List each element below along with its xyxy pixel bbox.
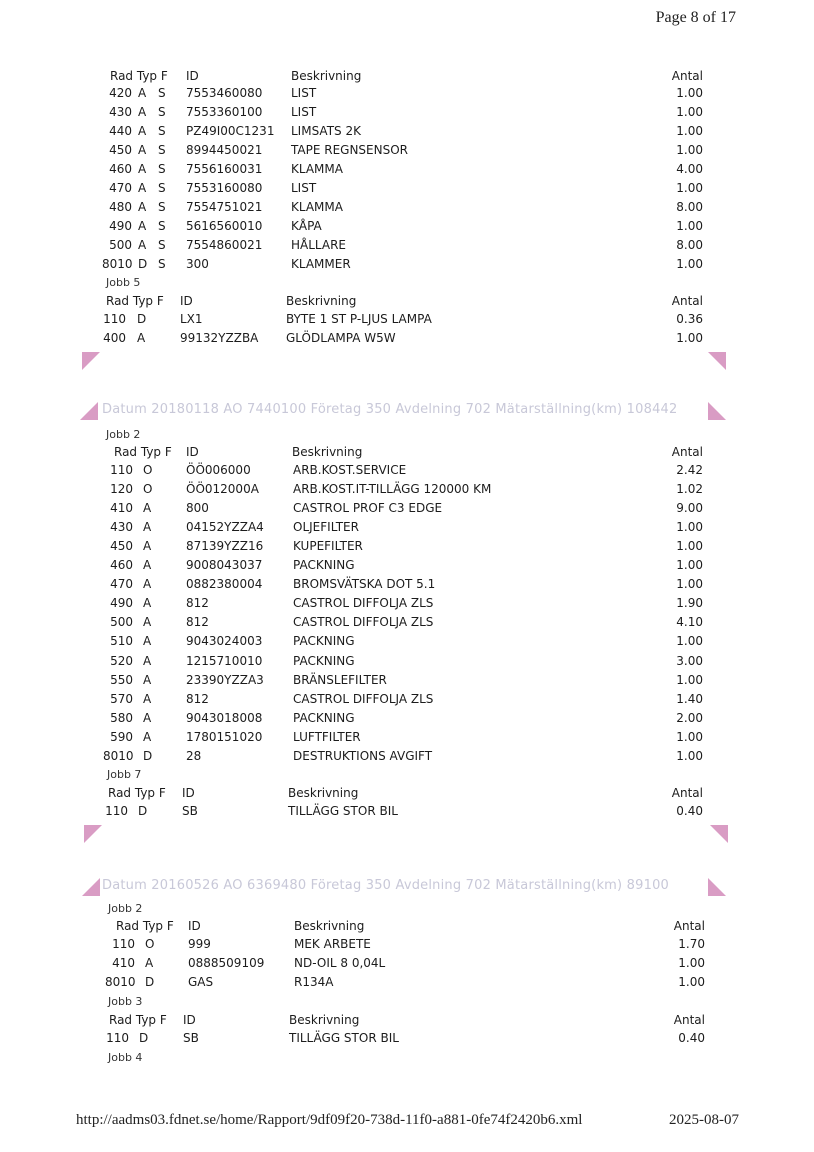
table-row bbox=[0, 198, 814, 217]
cell-typ: D bbox=[138, 804, 148, 818]
cell-typ: A bbox=[138, 219, 147, 234]
cell-antal: 1.00 bbox=[676, 331, 703, 345]
header-id: ID bbox=[188, 919, 201, 933]
cell-antal: 1.00 bbox=[676, 672, 703, 687]
cell-desc: R134A bbox=[294, 975, 334, 989]
table-row bbox=[0, 310, 814, 329]
cell-id: 28 bbox=[186, 748, 202, 763]
cell-id: GAS bbox=[188, 975, 214, 989]
cell-rad: 550 bbox=[110, 672, 133, 687]
cell-f: S bbox=[158, 200, 166, 215]
table-row bbox=[0, 255, 814, 274]
cell-typ: D bbox=[138, 257, 148, 272]
cell-desc: GLÖDLAMPA W5W bbox=[286, 331, 396, 345]
cell-antal: 0.40 bbox=[678, 1031, 705, 1045]
header-antal: Antal bbox=[673, 919, 705, 933]
table-row bbox=[0, 217, 814, 236]
cell-desc: BROMSVÄTSKA DOT 5.1 bbox=[293, 577, 436, 592]
cell-id: 0888509109 bbox=[188, 956, 265, 970]
cell-antal: 1.00 bbox=[678, 975, 705, 989]
cell-f: S bbox=[158, 238, 166, 253]
cell-id: 7553360100 bbox=[186, 105, 263, 120]
banner-triangle bbox=[82, 878, 100, 896]
cell-antal: 1.00 bbox=[676, 181, 703, 196]
cell-desc: LUFTFILTER bbox=[293, 729, 361, 744]
table-row bbox=[0, 236, 814, 255]
header-id: ID bbox=[186, 445, 199, 459]
cell-id: 9008043037 bbox=[186, 558, 263, 573]
table-row bbox=[0, 461, 814, 480]
table-row bbox=[0, 652, 814, 671]
cell-id: 87139YZZ16 bbox=[186, 539, 264, 554]
cell-antal: 8.00 bbox=[676, 238, 703, 253]
table-row bbox=[0, 690, 814, 709]
table-row bbox=[0, 575, 814, 594]
table-row bbox=[0, 518, 814, 537]
cell-desc: LIST bbox=[291, 86, 317, 100]
cell-rad: 450 bbox=[110, 539, 133, 554]
cell-f: S bbox=[158, 162, 166, 177]
header-rad-typ-f: Rad Typ F bbox=[108, 786, 166, 800]
cell-antal: 3.00 bbox=[676, 653, 703, 668]
cell-id: 9043024003 bbox=[186, 634, 263, 649]
cell-id: 7554751021 bbox=[186, 200, 263, 215]
cell-rad: 510 bbox=[110, 634, 133, 649]
cell-typ: A bbox=[138, 86, 147, 100]
cell-antal: 9.00 bbox=[676, 501, 703, 516]
cell-typ: A bbox=[138, 143, 147, 158]
table-row bbox=[0, 613, 814, 632]
cell-typ: A bbox=[138, 238, 147, 253]
cell-desc: TILLÄGG STOR BIL bbox=[288, 804, 398, 818]
cell-rad: 8010 bbox=[102, 257, 133, 272]
table-row bbox=[0, 935, 814, 954]
cell-id: 7553460080 bbox=[186, 86, 263, 100]
cell-desc: PACKNING bbox=[293, 558, 355, 573]
cell-rad: 490 bbox=[109, 219, 132, 234]
cell-rad: 120 bbox=[110, 482, 133, 497]
cell-antal: 4.00 bbox=[676, 162, 703, 177]
table-row bbox=[0, 141, 814, 160]
footer-url: http://aadms03.fdnet.se/home/Rapport/9df09f20-738d-11f0-a881-0fe74f2420b6.xml bbox=[76, 1112, 583, 1128]
header-rad-typ-f: Rad Typ F bbox=[109, 1013, 167, 1027]
cell-typ: D bbox=[137, 312, 147, 326]
cell-antal: 0.36 bbox=[676, 312, 703, 326]
cell-typ: O bbox=[143, 482, 153, 497]
cell-rad: 8010 bbox=[103, 748, 134, 763]
cell-antal: 1.00 bbox=[676, 558, 703, 573]
cell-f: S bbox=[158, 143, 166, 158]
footer-date: 2025-08-07 bbox=[669, 1112, 739, 1128]
table-row bbox=[0, 480, 814, 499]
table-row bbox=[0, 954, 814, 973]
cell-desc: CASTROL PROF C3 EDGE bbox=[293, 501, 443, 516]
cell-rad: 420 bbox=[109, 86, 132, 100]
cell-id: ÖÖ006000 bbox=[186, 463, 251, 477]
table-row bbox=[0, 537, 814, 556]
cell-desc: ND-OIL 8 0,04L bbox=[294, 956, 386, 970]
cell-desc: PACKNING bbox=[293, 653, 355, 668]
cell-desc: ARB.KOST.SERVICE bbox=[293, 463, 407, 477]
table-header bbox=[0, 917, 814, 936]
jobb-label: Jobb 5 bbox=[106, 276, 141, 289]
cell-desc: BYTE 1 ST P-LJUS LAMPA bbox=[286, 312, 432, 326]
cell-rad: 500 bbox=[110, 615, 133, 630]
table-row bbox=[0, 556, 814, 575]
cell-rad: 8010 bbox=[105, 975, 136, 989]
header-id: ID bbox=[186, 69, 199, 83]
cell-id: 7554860021 bbox=[186, 238, 263, 253]
cell-id: 04152YZZA4 bbox=[186, 520, 264, 535]
cell-id: ÖÖ012000A bbox=[186, 482, 259, 497]
cell-id: 812 bbox=[186, 615, 209, 630]
cell-antal: 1.00 bbox=[676, 105, 703, 120]
date-banner bbox=[80, 400, 730, 426]
cell-typ: A bbox=[143, 558, 152, 573]
table-row bbox=[0, 709, 814, 728]
banner-triangle bbox=[80, 402, 98, 420]
banner-text: Datum 20180118 AO 7440100 Företag 350 Avdelning 702 Mätarställning(km) 108442 bbox=[102, 402, 678, 417]
table-row bbox=[0, 747, 814, 766]
cell-desc: LIST bbox=[291, 181, 317, 196]
table-row bbox=[0, 973, 814, 992]
cell-rad: 480 bbox=[109, 200, 132, 215]
cell-f: S bbox=[158, 181, 166, 196]
cell-antal: 1.00 bbox=[676, 634, 703, 649]
date-banner bbox=[80, 876, 730, 902]
cell-typ: D bbox=[143, 748, 153, 763]
cell-typ: A bbox=[138, 181, 147, 196]
cell-desc: CASTROL DIFFOLJA ZLS bbox=[293, 615, 434, 630]
table-row bbox=[0, 179, 814, 198]
table-row bbox=[0, 103, 814, 122]
cell-typ: A bbox=[138, 124, 147, 139]
jobb-label: Jobb 4 bbox=[108, 1051, 143, 1064]
cell-rad: 110 bbox=[110, 463, 133, 477]
cell-desc: TAPE REGNSENSOR bbox=[291, 143, 409, 158]
header-desc: Beskrivning bbox=[291, 69, 362, 83]
cell-rad: 460 bbox=[110, 558, 133, 573]
cell-id: 7553160080 bbox=[186, 181, 263, 196]
cell-typ: A bbox=[143, 672, 152, 687]
cell-id: LX1 bbox=[180, 312, 203, 326]
cell-desc: LIMSATS 2K bbox=[291, 124, 361, 139]
cell-desc: DESTRUKTIONS AVGIFT bbox=[293, 748, 433, 763]
cell-rad: 400 bbox=[103, 331, 126, 345]
cell-id: 9043018008 bbox=[186, 710, 263, 725]
cell-antal: 1.00 bbox=[676, 257, 703, 272]
cell-typ: O bbox=[145, 937, 155, 951]
header-antal: Antal bbox=[671, 294, 703, 308]
header-id: ID bbox=[182, 786, 195, 800]
cell-antal: 2.00 bbox=[676, 710, 703, 725]
cell-rad: 430 bbox=[110, 520, 133, 535]
cell-id: 99132YZZBA bbox=[180, 331, 259, 345]
cell-typ: O bbox=[143, 463, 153, 477]
cell-desc: BRÄNSLEFILTER bbox=[293, 672, 387, 687]
cell-typ: A bbox=[138, 200, 147, 215]
table-row bbox=[0, 802, 814, 821]
cell-typ: A bbox=[143, 539, 152, 554]
cell-typ: A bbox=[138, 162, 147, 177]
cell-desc: PACKNING bbox=[293, 710, 355, 725]
table-row bbox=[0, 329, 814, 348]
table-header bbox=[0, 443, 814, 462]
cell-typ: D bbox=[145, 975, 155, 989]
cell-rad: 110 bbox=[112, 937, 135, 951]
cell-rad: 490 bbox=[110, 596, 133, 611]
header-desc: Beskrivning bbox=[286, 294, 357, 308]
cell-rad: 470 bbox=[110, 577, 133, 592]
cell-typ: A bbox=[145, 956, 154, 970]
table-row bbox=[0, 160, 814, 179]
cell-typ: A bbox=[143, 520, 152, 535]
jobb-label: Jobb 2 bbox=[106, 428, 141, 441]
table-row bbox=[0, 671, 814, 690]
table-row bbox=[0, 632, 814, 651]
table-header bbox=[0, 1011, 814, 1030]
table-row bbox=[0, 499, 814, 518]
cell-rad: 450 bbox=[109, 143, 132, 158]
cell-rad: 470 bbox=[109, 181, 132, 196]
cell-id: SB bbox=[183, 1031, 199, 1045]
cell-id: 999 bbox=[188, 937, 211, 951]
jobb-label: Jobb 7 bbox=[107, 768, 142, 781]
header-rad-typ-f: Rad Typ F bbox=[114, 445, 172, 459]
header-antal: Antal bbox=[671, 69, 703, 83]
cell-f: S bbox=[158, 219, 166, 234]
cell-rad: 590 bbox=[110, 729, 133, 744]
separator-triangle bbox=[82, 352, 100, 370]
cell-antal: 1.00 bbox=[676, 729, 703, 744]
cell-desc: KLAMMER bbox=[291, 257, 351, 272]
cell-id: PZ49I00C1231 bbox=[186, 124, 275, 139]
header-id: ID bbox=[183, 1013, 196, 1027]
cell-desc: MEK ARBETE bbox=[294, 937, 371, 951]
cell-f: S bbox=[158, 105, 166, 120]
cell-typ: D bbox=[139, 1031, 149, 1045]
table-header bbox=[0, 784, 814, 803]
cell-antal: 1.00 bbox=[676, 577, 703, 592]
cell-antal: 1.00 bbox=[676, 219, 703, 234]
cell-typ: A bbox=[138, 105, 147, 120]
cell-typ: A bbox=[137, 331, 146, 345]
cell-desc: CASTROL DIFFOLJA ZLS bbox=[293, 691, 434, 706]
cell-antal: 2.42 bbox=[676, 463, 703, 477]
cell-typ: A bbox=[143, 596, 152, 611]
cell-rad: 440 bbox=[109, 124, 132, 139]
table-header bbox=[0, 292, 814, 311]
cell-typ: A bbox=[143, 577, 152, 592]
separator-triangle bbox=[710, 825, 728, 843]
header-rad-typ-f: Rad Typ F bbox=[116, 919, 174, 933]
cell-id: 300 bbox=[186, 257, 209, 272]
header-desc: Beskrivning bbox=[288, 786, 359, 800]
cell-id: 1215710010 bbox=[186, 653, 263, 668]
banner-triangle bbox=[708, 402, 726, 420]
cell-typ: A bbox=[143, 634, 152, 649]
cell-id: 7556160031 bbox=[186, 162, 263, 177]
table-row bbox=[0, 84, 814, 103]
cell-id: SB bbox=[182, 804, 198, 818]
cell-antal: 1.00 bbox=[676, 748, 703, 763]
jobb-label: Jobb 2 bbox=[108, 902, 143, 915]
cell-id: 5616560010 bbox=[186, 219, 263, 234]
cell-antal: 8.00 bbox=[676, 200, 703, 215]
cell-f: S bbox=[158, 86, 166, 100]
header-antal: Antal bbox=[671, 786, 703, 800]
cell-antal: 1.70 bbox=[678, 937, 705, 951]
cell-rad: 110 bbox=[103, 312, 126, 326]
cell-rad: 570 bbox=[110, 691, 133, 706]
cell-antal: 1.00 bbox=[676, 86, 703, 100]
cell-desc: KLAMMA bbox=[291, 162, 343, 177]
cell-antal: 1.00 bbox=[676, 539, 703, 554]
cell-rad: 410 bbox=[110, 501, 133, 516]
table-row bbox=[0, 728, 814, 747]
cell-rad: 500 bbox=[109, 238, 132, 253]
cell-rad: 110 bbox=[106, 1031, 129, 1045]
separator-triangle bbox=[708, 352, 726, 370]
banner-triangle bbox=[708, 878, 726, 896]
cell-id: 23390YZZA3 bbox=[186, 672, 264, 687]
header-desc: Beskrivning bbox=[294, 919, 365, 933]
cell-typ: A bbox=[143, 653, 152, 668]
cell-id: 812 bbox=[186, 691, 209, 706]
cell-desc: LIST bbox=[291, 105, 317, 120]
cell-f: S bbox=[158, 124, 166, 139]
cell-desc: TILLÄGG STOR BIL bbox=[289, 1031, 399, 1045]
header-desc: Beskrivning bbox=[292, 445, 363, 459]
cell-antal: 1.90 bbox=[676, 596, 703, 611]
cell-antal: 0.40 bbox=[676, 804, 703, 818]
header-rad-typ-f: Rad Typ F bbox=[110, 69, 168, 83]
cell-antal: 1.00 bbox=[676, 124, 703, 139]
table-row bbox=[0, 1029, 814, 1048]
cell-id: 8994450021 bbox=[186, 143, 263, 158]
cell-rad: 580 bbox=[110, 710, 133, 725]
separator-triangle bbox=[84, 825, 102, 843]
cell-rad: 430 bbox=[109, 105, 132, 120]
cell-desc: KUPEFILTER bbox=[293, 539, 363, 554]
cell-desc: KÅPA bbox=[291, 219, 322, 234]
cell-typ: A bbox=[143, 615, 152, 630]
cell-f: S bbox=[158, 257, 166, 272]
cell-antal: 1.02 bbox=[676, 482, 703, 497]
cell-rad: 460 bbox=[109, 162, 132, 177]
header-rad-typ-f: Rad Typ F bbox=[106, 294, 164, 308]
header-id: ID bbox=[180, 294, 193, 308]
cell-id: 1780151020 bbox=[186, 729, 263, 744]
cell-id: 812 bbox=[186, 596, 209, 611]
cell-antal: 1.00 bbox=[678, 956, 705, 970]
jobb-label: Jobb 3 bbox=[108, 995, 143, 1008]
page-number: Page 8 of 17 bbox=[655, 9, 736, 26]
cell-desc: ARB.KOST.IT-TILLÄGG 120000 KM bbox=[293, 482, 492, 497]
header-desc: Beskrivning bbox=[289, 1013, 360, 1027]
header-antal: Antal bbox=[673, 1013, 705, 1027]
cell-desc: OLJEFILTER bbox=[293, 520, 359, 535]
cell-antal: 4.10 bbox=[676, 615, 703, 630]
cell-antal: 1.00 bbox=[676, 143, 703, 158]
cell-rad: 110 bbox=[105, 804, 128, 818]
table-row bbox=[0, 122, 814, 141]
cell-typ: A bbox=[143, 729, 152, 744]
cell-desc: KLAMMA bbox=[291, 200, 343, 215]
cell-rad: 520 bbox=[110, 653, 133, 668]
cell-id: 0882380004 bbox=[186, 577, 263, 592]
cell-antal: 1.40 bbox=[676, 691, 703, 706]
cell-desc: CASTROL DIFFOLJA ZLS bbox=[293, 596, 434, 611]
cell-desc: PACKNING bbox=[293, 634, 355, 649]
banner-text: Datum 20160526 AO 6369480 Företag 350 Avdelning 702 Mätarställning(km) 89100 bbox=[102, 878, 670, 893]
table-row bbox=[0, 594, 814, 613]
cell-antal: 1.00 bbox=[676, 520, 703, 535]
cell-id: 800 bbox=[186, 501, 209, 516]
cell-typ: A bbox=[143, 691, 152, 706]
cell-typ: A bbox=[143, 710, 152, 725]
cell-rad: 410 bbox=[112, 956, 135, 970]
cell-typ: A bbox=[143, 501, 152, 516]
header-antal: Antal bbox=[671, 445, 703, 459]
cell-desc: HÅLLARE bbox=[291, 238, 347, 253]
